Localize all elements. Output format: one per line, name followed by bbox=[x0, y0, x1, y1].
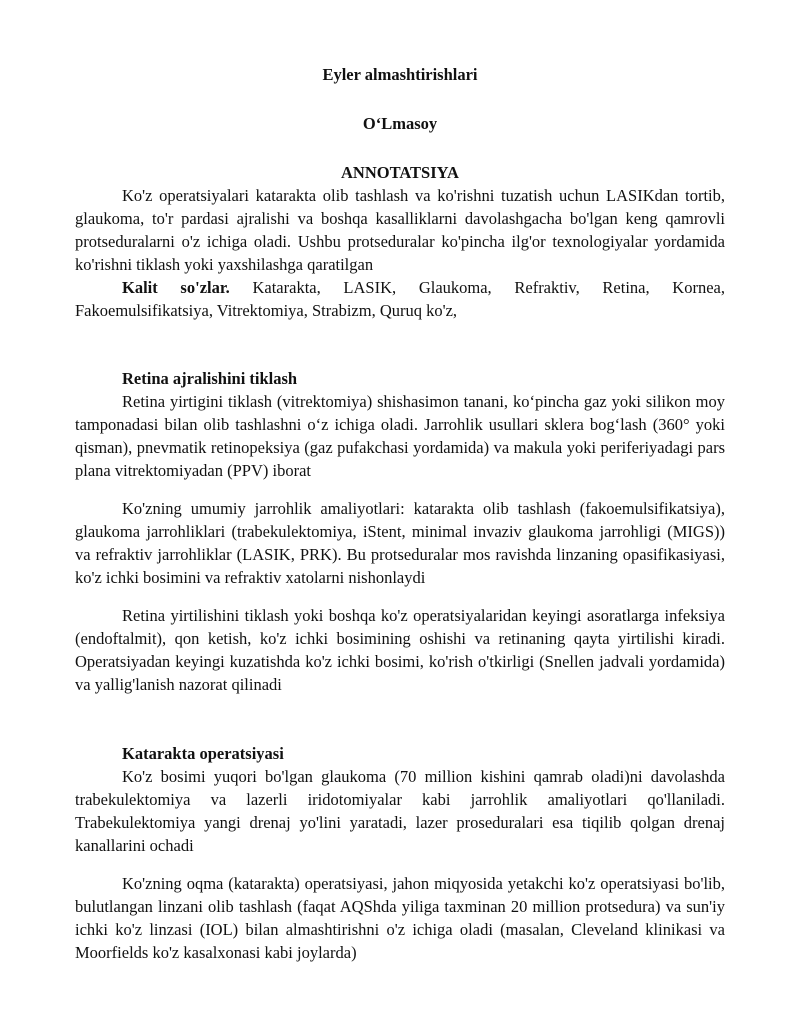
section-paragraph: Ko'z bosimi yuqori bo'lgan glaukoma (70 million kishini qamrab oladi)ni davolashda trabekulektomiya va lazerli iridotomiyalar kabi jarrohlik amaliyotlari qo'llaniladi. Trabekulektomiya yangi drenaj yo'lini yaratadi, lazer proseduralari esa tiqilib qolgan drenaj kanallarini ochadi bbox=[75, 767, 725, 855]
keywords-list: Katarakta, LASIK, Glaukoma, Refraktiv, Retina, Kornea, Fakoemulsifikatsiya, Vitrektomiya, Strabizm, Quruq ko'z, bbox=[75, 278, 725, 320]
author-name: O‘Lmasoy bbox=[362, 114, 438, 133]
section-paragraph: Retina yirtigini tiklash (vitrektomiya) shishasimon tanani, ko‘pincha gaz yoki silikon moy tamponadasi bilan olib tashlashni o‘z ichiga oladi. Jarrohlik usullari sklera bog‘lash (360° yoki qisman), pnevmatik retinopeksiya (gaz pufakchasi yordamida) va makula yoki periferiyadagi pars plana vitrektomiyadan (PPV) iborat bbox=[75, 392, 725, 480]
keywords-paragraph bbox=[75, 276, 725, 322]
section-paragraph: Ko'zning oqma (katarakta) operatsiyasi, jahon miqyosida yetakchi ko'z operatsiyasi bo'lib, bulutlangan linzani olib tashlash (faqat AQShda yiliga taxminan 20 million protsedura) va sun'iy ichki ko'z linzasi (IOL) bilan almashtirishni o'z ichiga oladi (masalan, Cleveland klinikasi va Moorfields ko'z kasalxonasi kabi joylarda) bbox=[75, 874, 725, 962]
section-paragraph: Ko'zning umumiy jarrohlik amaliyotlari: katarakta olib tashlash (fakoemulsifikatsiya), glaukoma jarrohliklari (trabekulektomiya, iStent, minimal invaziv glaukoma jarrohligi (MIGS)) va refraktiv jarrohliklar (LASIK, PRK). Bu protseduralar mos ravishda linzaning opasifikasiyasi, ko'z ichki bosimini va refraktiv xatolarni nishonlaydi bbox=[75, 499, 725, 587]
section-heading-retina: Retina ajralishini tiklash bbox=[122, 369, 298, 388]
section-paragraph: Retina yirtilishini tiklash yoki boshqa ko'z operatsiyalaridan keyingi asoratlarga infeksiya (endoftalmit), qon ketish, ko'z ichki bosimining oshishi va retinaning qayta yirtilishi kiradi. Operatsiyadan keyingi kuzatishda ko'z ichki bosimi, ko'rish o'tkirligi (Snellen jadvali yordamida) va yallig'lanish nazorat qilinadi bbox=[75, 606, 725, 694]
keywords-label: Kalit so'zlar. bbox=[122, 278, 230, 297]
annotation-paragraph: Ko'z operatsiyalari katarakta olib tashlash va ko'rishni tuzatish uchun LASIKdan tortib, glaukoma, to'r pardasi ajralishi va boshqa kasalliklarni davolashgacha bo'lgan keng qamrovli protseduralarni o'z ichiga oladi. Ushbu protseduralar ko'pincha ilg'or texnologiyalar yordamida ko'rishni tiklash yoki yaxshilashga qaratilgan bbox=[75, 186, 725, 274]
section-heading-cataract: Katarakta operatsiyasi bbox=[122, 744, 284, 763]
document-title: Eyler almashtirishlari bbox=[322, 65, 478, 84]
annotation-heading: ANNOTATSIYA bbox=[341, 163, 459, 182]
